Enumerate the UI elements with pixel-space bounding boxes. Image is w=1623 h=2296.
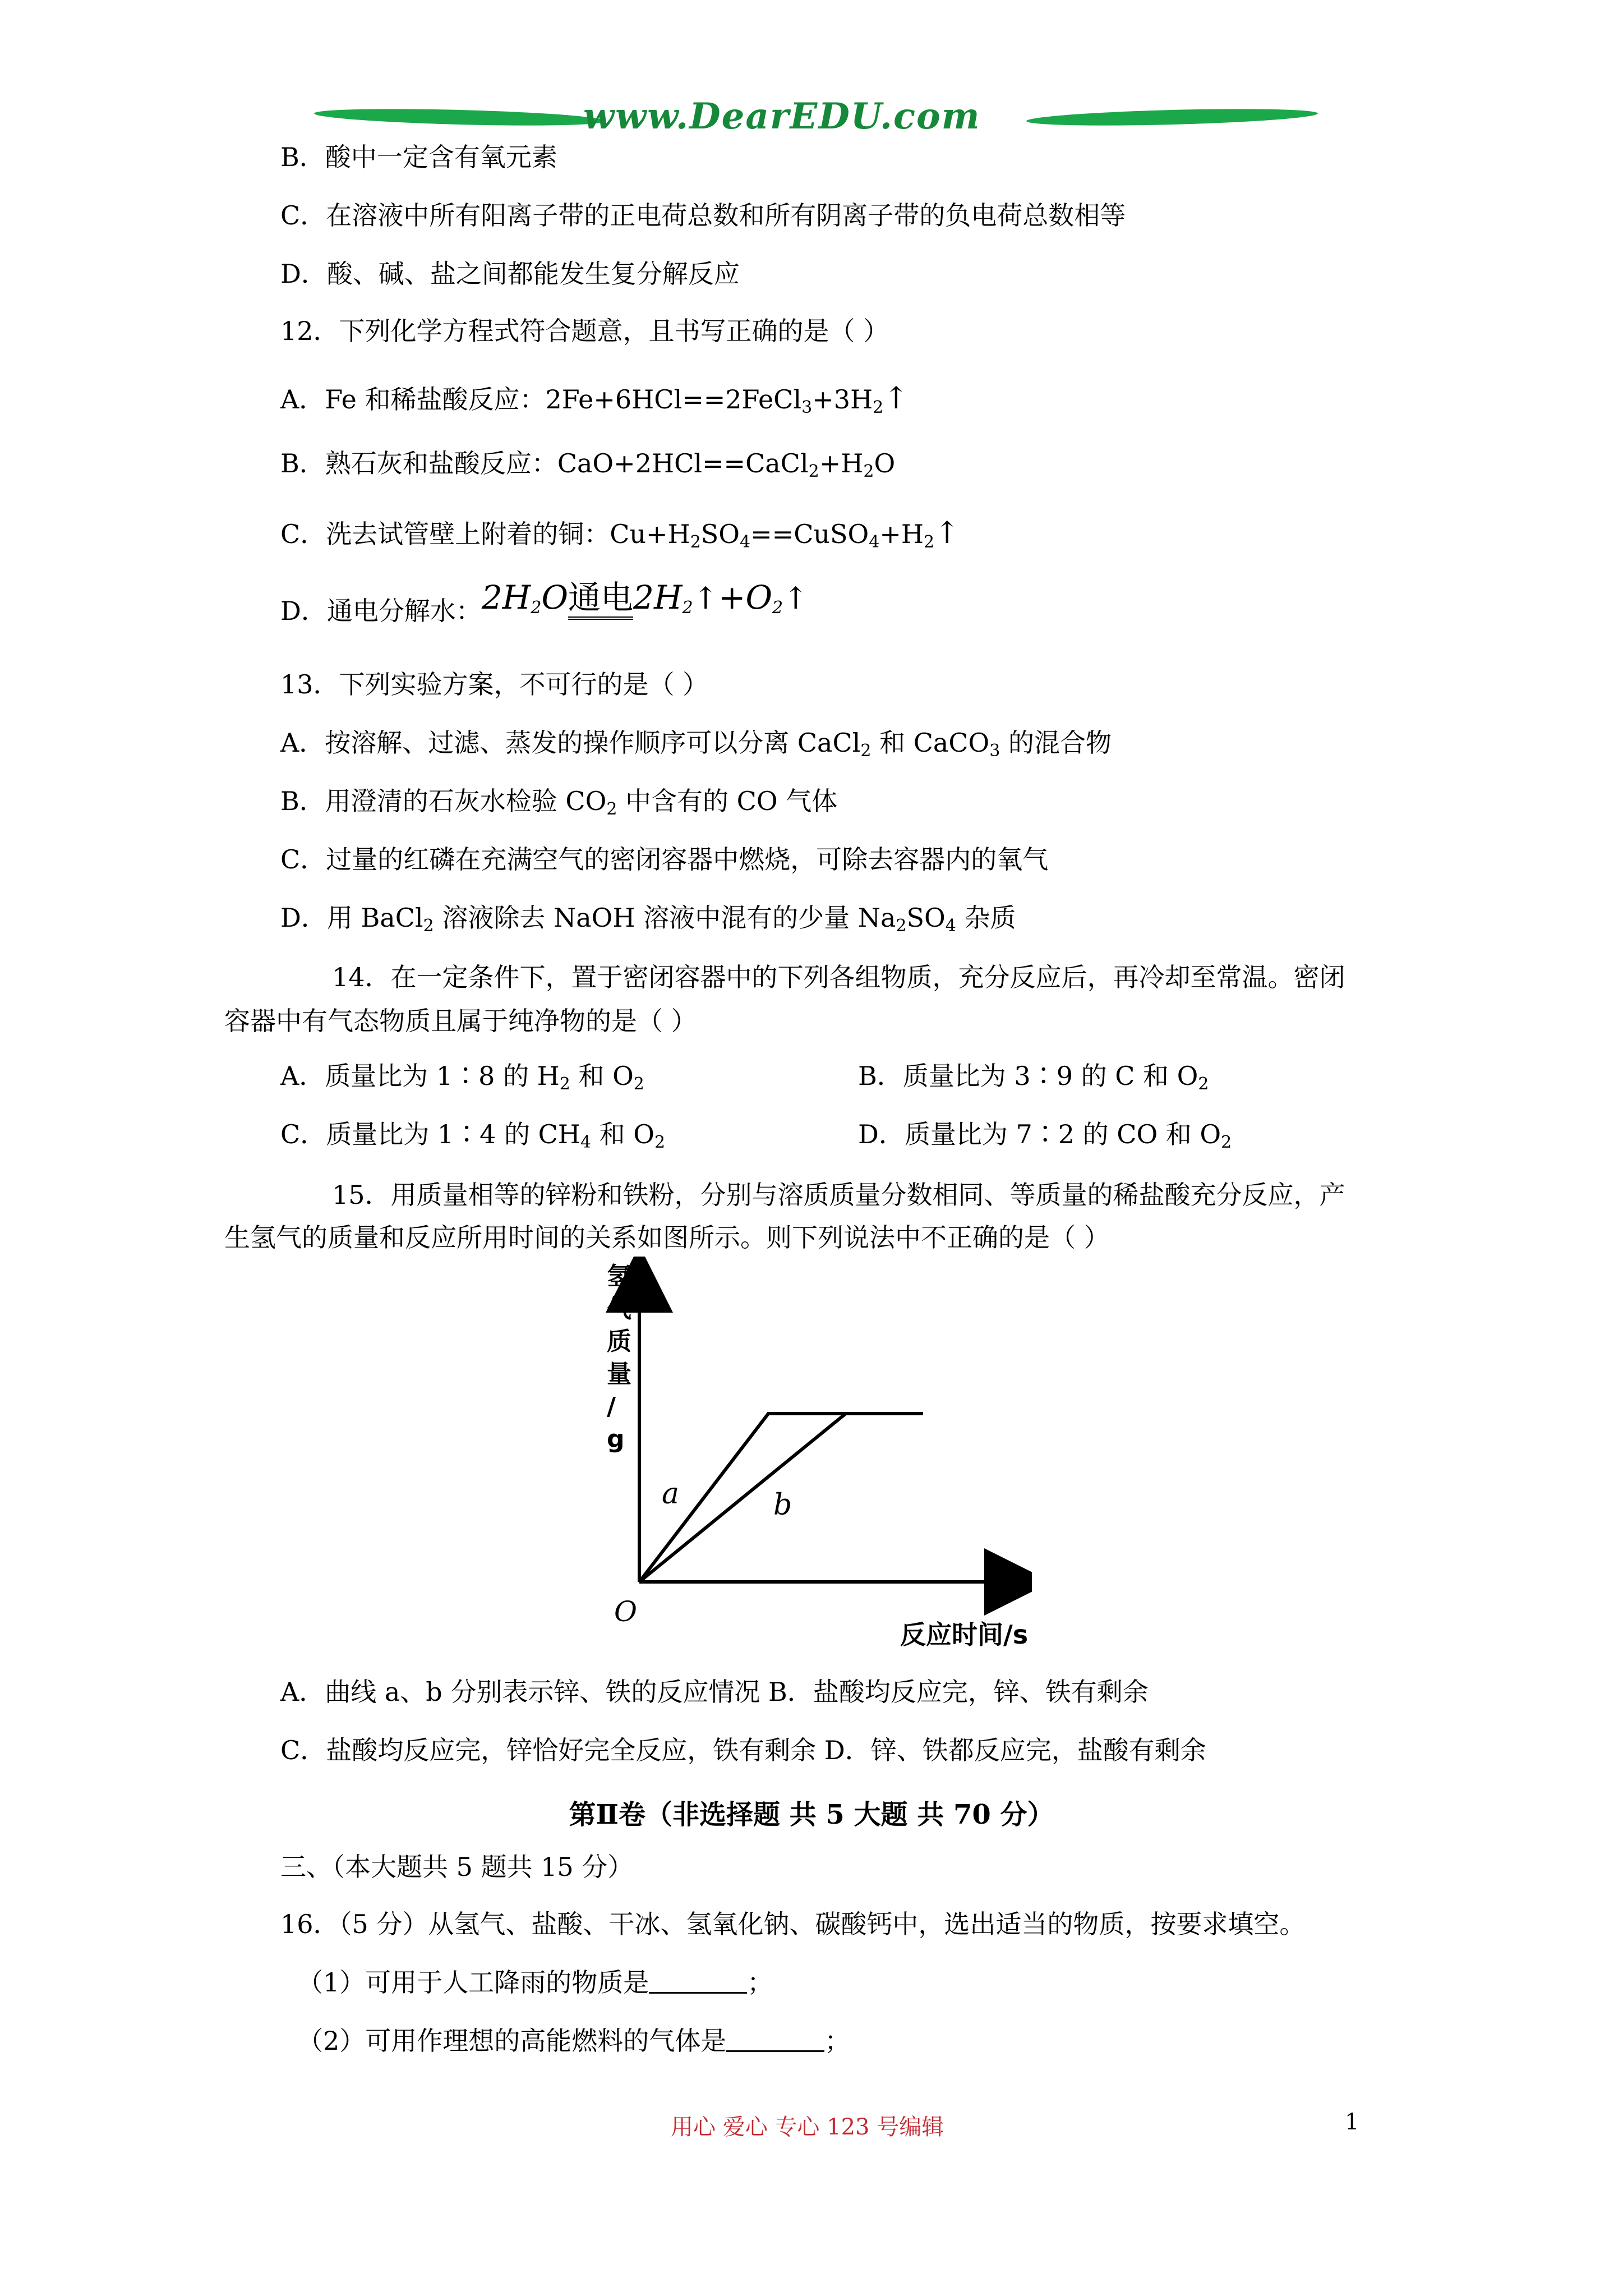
page-number: 1 xyxy=(1345,2109,1359,2135)
origin-label: O xyxy=(614,1595,637,1628)
q13-option-c: C．过量的红磷在充满空气的密闭容器中燃烧，可除去容器内的氧气 xyxy=(280,844,1049,875)
q13-option-a: A．按溶解、过滤、蒸发的操作顺序可以分离 CaCl$_2$ 和 CaCO$_3$ 的混合物 xyxy=(280,728,1112,761)
gas-arrow-icon: ↑ xyxy=(883,380,909,416)
q13-stem: 13．下列实验方案，不可行的是（ ） xyxy=(280,669,709,700)
gas-arrow-icon: ↑ xyxy=(693,581,718,616)
q11-option-b: B．酸中一定含有氧元素 xyxy=(280,142,557,172)
q11-option-d: D．酸、碱、盐之间都能发生复分解反应 xyxy=(280,259,740,289)
q13-option-d: D．用 BaCl$_2$ 溶液除去 NaOH 溶液中混有的少量 $Na_2SO_4$ 杂质 xyxy=(280,903,1016,936)
q11-option-c: C．在溶液中所有阳离子带的正电荷总数和所有阴离子带的负电荷总数相等 xyxy=(280,200,1126,231)
hydrogen-mass-chart xyxy=(572,1257,1032,1649)
q14-option-c: C．质量比为 1∶4 的 $CH_4$ 和 $O_2$ xyxy=(280,1119,666,1152)
q15-options-ab: A．曲线 a、b 分别表示锌、铁的反应情况 B．盐酸均反应完，锌、铁有剩余 xyxy=(280,1677,1149,1707)
header-swoosh-right xyxy=(1026,106,1318,128)
footer-note: 用心 爱心 专心 123 号编辑 xyxy=(671,2114,944,2140)
answer-blank-2[interactable] xyxy=(726,2026,824,2052)
q14-stem-1: 14．在一定条件下，置于密闭容器中的下列各组物质，充分反应后，再冷却至常温。密闭 xyxy=(332,962,1345,992)
q12-option-b: B．熟石灰和盐酸反应：$CaO+2HCl==CaCl_2+H_2O$ xyxy=(280,448,896,481)
q12-option-a: A．Fe 和稀盐酸反应：$2Fe+6HCl==2FeCl_3+3H_2↑$ xyxy=(280,380,909,417)
q12-stem: 12．下列化学方程式符合题意，且书写正确的是（ ） xyxy=(280,316,889,346)
y-axis-label: 氢气质量/ g xyxy=(607,1262,631,1453)
section-2-title: 第Ⅱ卷（非选择题 共 5 大题 共 70 分） xyxy=(569,1799,1054,1830)
q14-option-b: B．质量比为 3∶9 的 C 和 $O_2$ xyxy=(858,1061,1209,1094)
q14-option-a: A．质量比为 1∶8 的 $H_2$ 和 $O_2$ xyxy=(280,1061,644,1094)
q15-stem-2: 生氢气的质量和反应所用时间的关系如图所示。则下列说法中不正确的是（ ） xyxy=(224,1222,1110,1253)
q12-option-d: D．通电分解水：$2H_2O$通电$2H_2↑+O_2↑$ xyxy=(280,578,809,626)
header-swoosh-left xyxy=(314,106,606,128)
gas-arrow-icon: ↑ xyxy=(934,515,960,550)
q14-option-d: D．质量比为 7∶2 的 CO 和 $O_2$ xyxy=(858,1119,1232,1152)
series-label-b: b xyxy=(773,1488,792,1522)
q16-sub-1: （1）可用于人工降雨的物质是 ； xyxy=(297,1967,773,1998)
q13-option-b: B．用澄清的石灰水检验 $CO_2$ 中含有的 CO 气体 xyxy=(280,786,838,819)
q15-options-cd: C．盐酸均反应完，锌恰好完全反应，铁有剩余 D．锌、铁都反应完，盐酸有剩余 xyxy=(280,1735,1206,1765)
q16-stem: 16．（5 分）从氢气、盐酸、干冰、氢氧化钠、碳酸钙中，选出适当的物质，按要求填空。 xyxy=(280,1909,1306,1939)
answer-blank-1[interactable] xyxy=(649,1967,747,1994)
chart-series-group xyxy=(639,1414,923,1582)
gas-arrow-icon: ↑ xyxy=(783,581,809,616)
q14-stem-2: 容器中有气态物质且属于纯净物的是（ ） xyxy=(224,1006,697,1036)
part-3-heading: 三、（本大题共 5 题共 15 分） xyxy=(280,1852,634,1882)
x-axis-label: 反应时间/s xyxy=(900,1619,1029,1649)
q15-stem-1: 15．用质量相等的锌粉和铁粉，分别与溶质质量分数相同、等质量的稀盐酸充分反应，产 xyxy=(332,1180,1345,1210)
series-label-a: a xyxy=(662,1477,680,1511)
q12-option-c: C．洗去试管壁上附着的铜：$Cu+H_2SO_4==CuSO_4+H_2↑$ xyxy=(280,515,960,552)
q16-sub-2: （2）可用作理想的高能燃料的气体是 ； xyxy=(297,2026,851,2056)
site-logo: www.DearEDU.com xyxy=(583,95,981,137)
